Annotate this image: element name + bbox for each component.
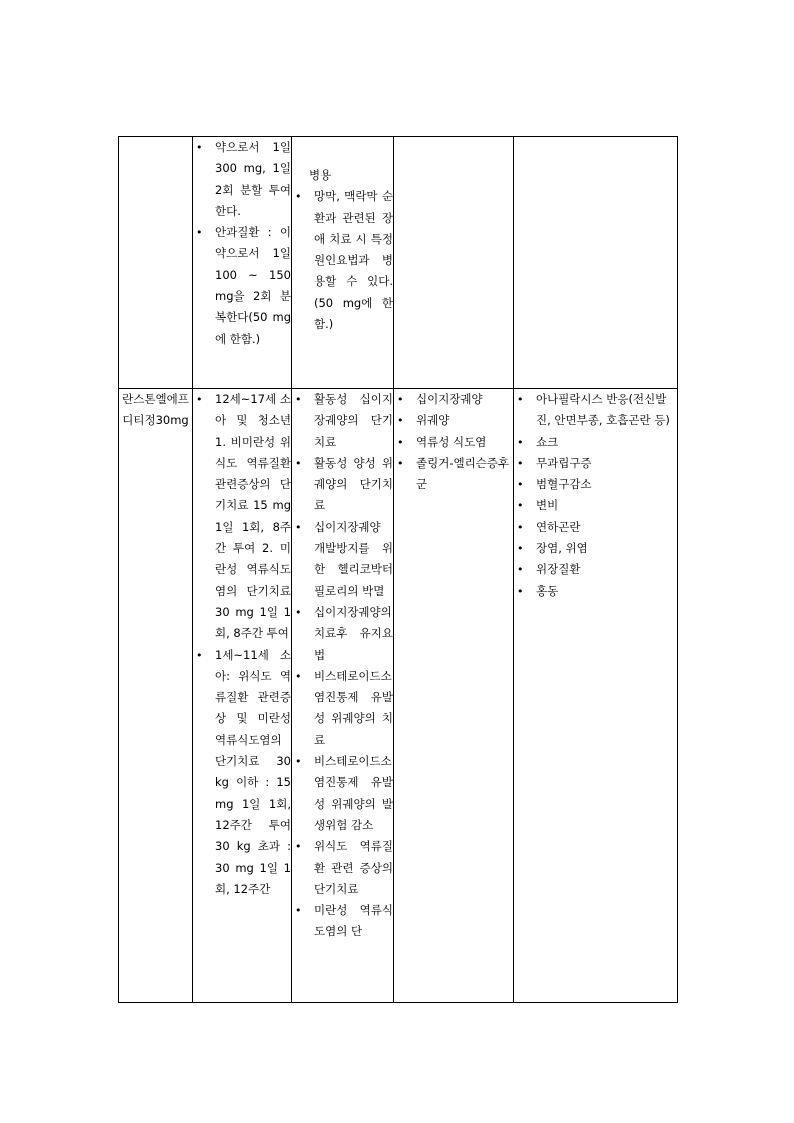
- disease-item: • 위궤양: [394, 410, 513, 431]
- side-effect-item: • 연하곤란: [514, 517, 677, 538]
- dosage-list: [193, 137, 291, 350]
- disease-item: • 역류성 식도염: [394, 432, 513, 453]
- indication-item: • 십이지장궤양의 치료후 유지요법: [292, 602, 393, 666]
- side-effect-list: [514, 389, 677, 602]
- dosage-item-continued: • 약으로서 1일 300 mg, 1일 2회 분할 투여한다.: [193, 137, 291, 222]
- side-effect-cell: [514, 137, 678, 389]
- table-row: [119, 137, 678, 389]
- disease-cell: [394, 389, 514, 1003]
- dosage-item: • 12세~17세 소아 및 청소년 1. 비미란성 위식도 역류질환 관련증상의 단기치료 15 mg 1일 1회, 8주간 투여 2. 미란성 역류식도염의 단기치료 30 mg 1일 1회, 8주간 투여: [193, 389, 291, 645]
- side-effect-item: • 쇼크: [514, 432, 677, 453]
- side-effect-cell: [514, 389, 678, 1003]
- indication-item: • 비스테로이드소염진통제 유발성 위궤양의 발생위험 감소: [292, 751, 393, 836]
- indication-item: • 활동성 양성 위궤양의 단기치료: [292, 453, 393, 517]
- drug-name-cell: [119, 137, 193, 389]
- dosage-cell: [193, 137, 292, 389]
- disease-item: • 졸링거-엘리슨증후군: [394, 453, 513, 496]
- drug-info-table: [118, 136, 678, 1003]
- disease-cell: [394, 137, 514, 389]
- side-effect-item: • 아나필락시스 반응(전신발진, 안면부종, 호흡곤란 등): [514, 389, 677, 432]
- indication-item: • 망막, 맥락막 순환과 관련된 장애 치료 시 특정 원인요법과 병용할 수 있다.(50 mg에 한함.): [292, 186, 393, 335]
- dosage-item: • 안과질환 : 이 약으로서 1일 100 ~ 150 mg을 2회 분복한다(50 mg에 한함.): [193, 222, 291, 350]
- indication-item: • 미란성 역류식도염의 단: [292, 900, 393, 943]
- drug-name: 란스톤엘에프디티정30mg: [122, 392, 189, 428]
- dosage-list: [193, 389, 291, 900]
- table-row: [119, 389, 678, 1003]
- side-effect-item: • 범혈구감소: [514, 474, 677, 495]
- indication-item: • 십이지장궤양 개발방지를 위한 헬리코박터필로리의 박멸: [292, 517, 393, 602]
- side-effect-item: • 위장질환: [514, 559, 677, 580]
- disease-list: [394, 389, 513, 495]
- indication-item: • 위식도 역류질환 관련 증상의 단기치료: [292, 836, 393, 900]
- dosage-cell: [193, 389, 292, 1003]
- indication-item: • 활동성 십이지장궤양의 단기치료: [292, 389, 393, 453]
- side-effect-item: • 변비: [514, 495, 677, 516]
- indication-continued: 병용: [309, 168, 332, 182]
- indication-cell: [292, 389, 394, 1003]
- side-effect-item: • 무과립구증: [514, 453, 677, 474]
- drug-name-cell: [119, 389, 193, 1003]
- indication-list: [292, 389, 393, 943]
- dosage-item: • 1세~11세 소아: 위식도 역류질환 관련증상 및 미란성 역류식도염의 단기치료 30 kg 이하 : 15 mg 1일 1회, 12주간 투여 30 kg 초과 : 30 mg 1일 1회, 12주간: [193, 645, 291, 901]
- side-effect-item: • 장염, 위염: [514, 538, 677, 559]
- indication-cell: [292, 137, 394, 389]
- indication-list: [292, 186, 393, 335]
- disease-item: • 십이지장궤양: [394, 389, 513, 410]
- indication-item: • 비스테로이드소염진통제 유발성 위궤양의 치료: [292, 666, 393, 751]
- side-effect-item: • 홍동: [514, 581, 677, 602]
